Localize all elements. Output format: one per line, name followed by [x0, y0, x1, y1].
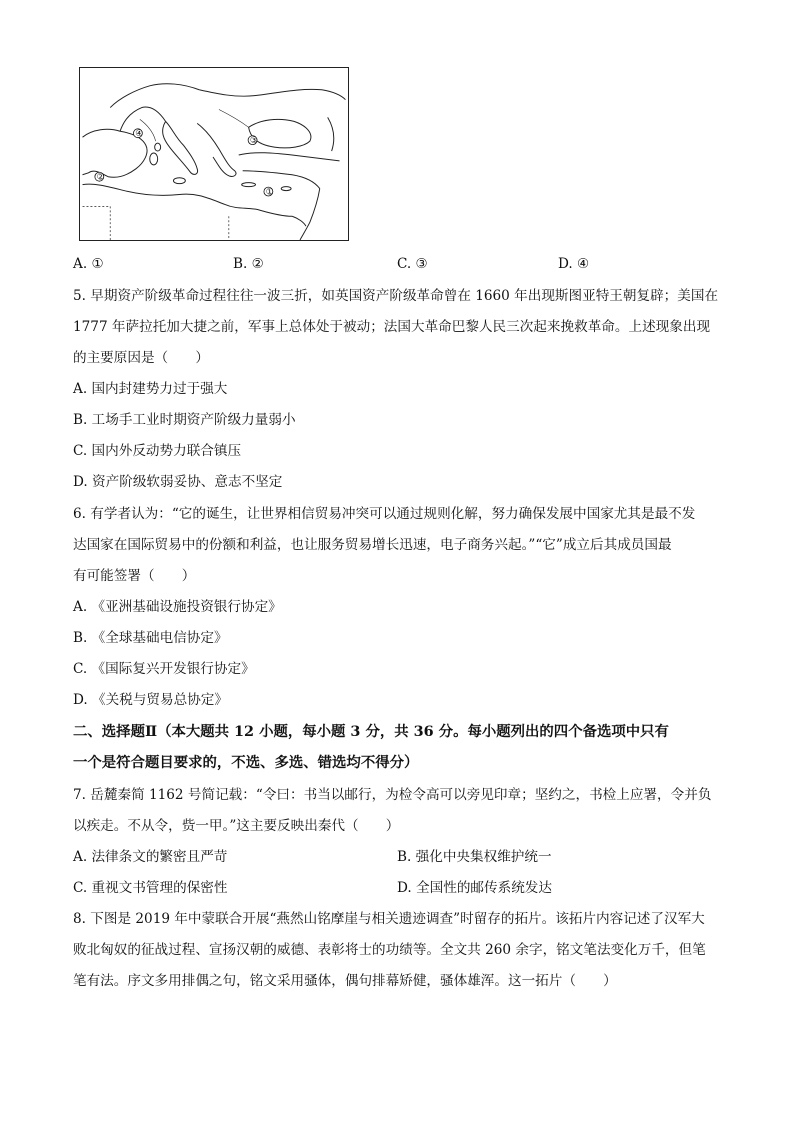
q7-option-d[interactable]: D. 全国性的邮传系统发达	[397, 880, 552, 896]
q6-option-d[interactable]: D. 《关税与贸易总协定》	[73, 692, 228, 708]
q4-option-a[interactable]: A. ①	[73, 256, 104, 272]
q4-option-c[interactable]: C. ③	[397, 256, 428, 272]
q4-option-d[interactable]: D. ④	[558, 256, 590, 272]
marker-4: ④	[135, 129, 144, 140]
q5-option-a[interactable]: A. 国内封建势力过于强大	[73, 381, 228, 397]
section-2-heading-line-2: 一个是符合题目要求的，不选、多选、错选均不得分）	[73, 754, 419, 771]
q6-stem-line-1: 6. 有学者认为：“它的诞生，让世界相信贸易冲突可以通过规则化解，努力确保发展中国家尤其是最不发	[73, 506, 696, 522]
mediterranean-map	[79, 67, 349, 241]
q6-option-b[interactable]: B. 《全球基础电信协定》	[73, 630, 228, 646]
q5-option-c[interactable]: C. 国内外反动势力联合镇压	[73, 443, 242, 459]
q6-stem-line-3: 有可能签署（ ）	[73, 568, 196, 584]
q7-option-c[interactable]: C. 重视文书管理的保密性	[73, 880, 228, 896]
q8-stem-line-2: 败北匈奴的征战过程、宣扬汉朝的威德、表彰将士的功绩等。全文共 260 余字，铭文笔法变化万千，但笔	[73, 942, 706, 958]
q7-stem-line-1: 7. 岳麓秦简 1162 号简记载：“令曰：书当以邮行，为检令高可以旁见印章；坚约之，书检上应署，令并负	[73, 787, 712, 803]
q6-option-a[interactable]: A. 《亚洲基础设施投资银行协定》	[73, 599, 282, 615]
q5-stem-line-3: 的主要原因是（ ）	[73, 350, 209, 366]
q7-option-a[interactable]: A. 法律条文的繁密且严苛	[73, 849, 228, 865]
q6-stem-line-2: 达国家在国际贸易中的份额和利益，也让服务贸易增长迅速，电子商务兴起。”“它”成立后其成员国最	[73, 537, 672, 553]
section-2-heading-line-1: 二、选择题Ⅱ（本大题共 12 小题，每小题 3 分，共 36 分。每小题列出的四个备选项中只有	[73, 723, 669, 740]
q5-option-b[interactable]: B. 工场手工业时期资产阶级力量弱小	[73, 412, 296, 428]
q7-stem-line-2: 以疾走。不从令，赀一甲。”这主要反映出秦代（ ）	[73, 818, 400, 834]
q6-option-c[interactable]: C. 《国际复兴开发银行协定》	[73, 661, 255, 677]
q7-option-b[interactable]: B. 强化中央集权维护统一	[397, 849, 552, 865]
q5-stem-line-2: 1777 年萨拉托加大捷之前，军事上总体处于被动；法国大革命巴黎人民三次起来挽救革命。上述现象出现	[73, 319, 711, 335]
marker-1: ①	[265, 187, 274, 198]
map-drawing	[80, 68, 348, 240]
marker-2: ②	[96, 172, 105, 183]
q4-option-b[interactable]: B. ②	[233, 256, 264, 272]
q8-stem-line-1: 8. 下图是 2019 年中蒙联合开展“燕然山铭摩崖与相关遗迹调查”时留存的拓片。该拓片内容记述了汉军大	[73, 911, 705, 927]
q5-option-d[interactable]: D. 资产阶级软弱妥协、意志不坚定	[73, 474, 283, 490]
q8-stem-line-3: 笔有法。序文多用排偶之句，铭文采用骚体，偶句排幕矫健，骚体雄浑。这一拓片（ ）	[73, 973, 617, 989]
q5-stem-line-1: 5. 早期资产阶级革命过程往往一波三折，如英国资产阶级革命曾在 1660 年出现斯图亚特王朝复辟；美国在	[73, 288, 719, 304]
marker-3: ③	[249, 136, 258, 147]
